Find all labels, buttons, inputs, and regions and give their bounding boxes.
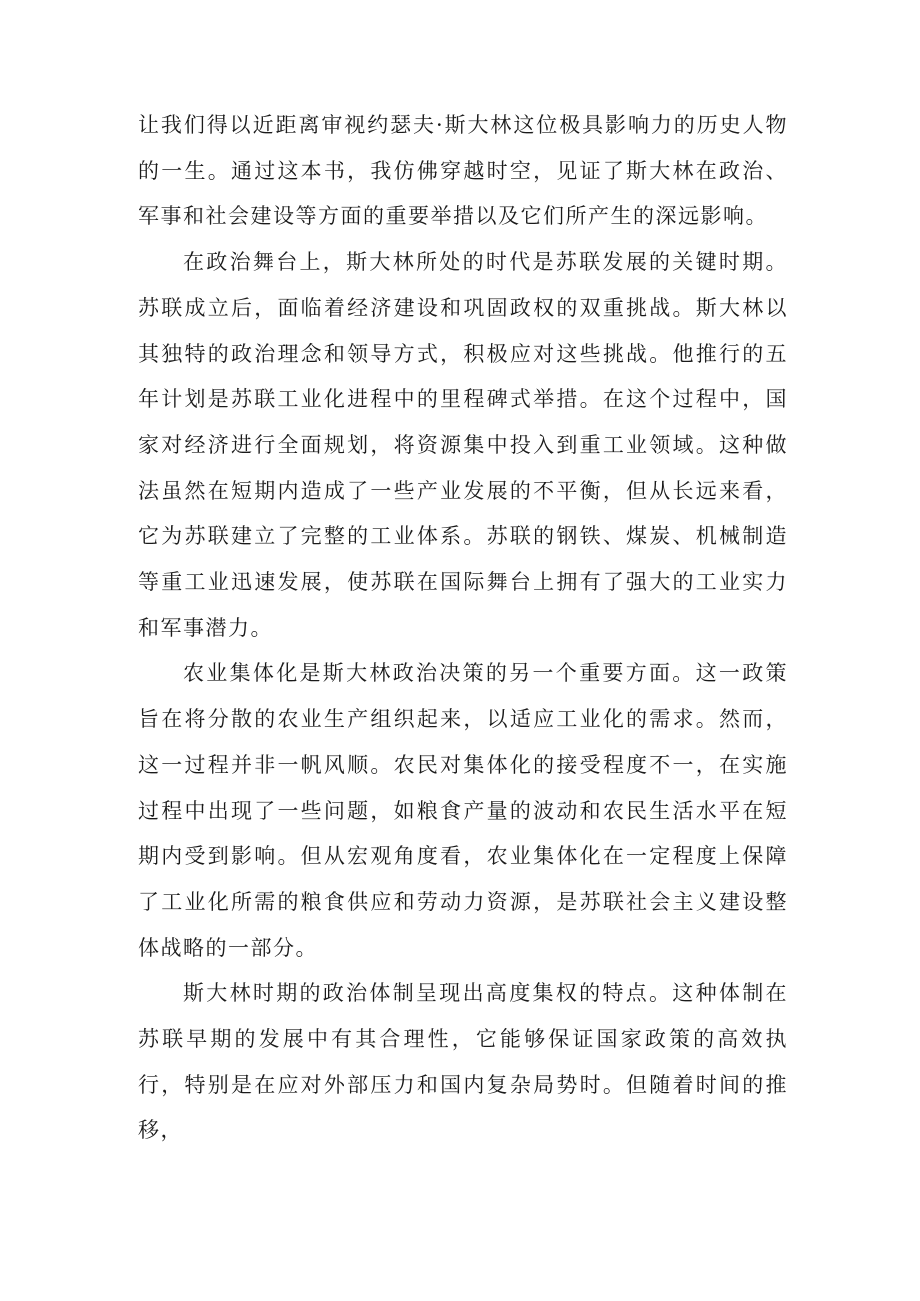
paragraph-1: 让我们得以近距离审视约瑟夫·斯大林这位极具影响力的历史人物的一生。通过这本书，我仿佛穿越时空，见证了斯大林在政治、军事和社会建设等方面的重要举措以及它们所产生的深远影响。 [138,113,788,229]
body-text [138,103,788,1154]
paragraph-2: 在政治舞台上，斯大林所处的时代是苏联发展的关键时期。苏联成立后，面临着经济建设和巩固政权的双重挑战。斯大林以其独特的政治理念和领导方式，积极应对这些挑战。他推行的五年计划是苏联工业化进程中的里程碑式举措。在这个过程中，国家对经济进行全面规划，将资源集中投入到重工业领域。这种做法虽然在短期内造成了一些产业发展的不平衡，但从长远来看，它为苏联建立了完整的工业体系。苏联的钢铁、煤炭、机械制造等重工业迅速发展，使苏联在国际舞台上拥有了强大的工业实力和军事潜力。 [138,250,788,640]
paragraph-3: 农业集体化是斯大林政治决策的另一个重要方面。这一政策旨在将分散的农业生产组织起来，以适应工业化的需求。然而，这一过程并非一帆风顺。农民对集体化的接受程度不一，在实施过程中出现了一些问题，如粮食产量的波动和农民生活水平在短期内受到影响。但从宏观角度看，农业集体化在一定程度上保障了工业化所需的粮食供应和劳动力资源，是苏联社会主义建设整体战略的一部分。 [138,661,788,960]
paragraph-4: 斯大林时期的政治体制呈现出高度集权的特点。这种体制在苏联早期的发展中有其合理性，它能够保证国家政策的高效执行，特别是在应对外部压力和国内复杂局势时。但随着时间的推移， [138,981,788,1143]
